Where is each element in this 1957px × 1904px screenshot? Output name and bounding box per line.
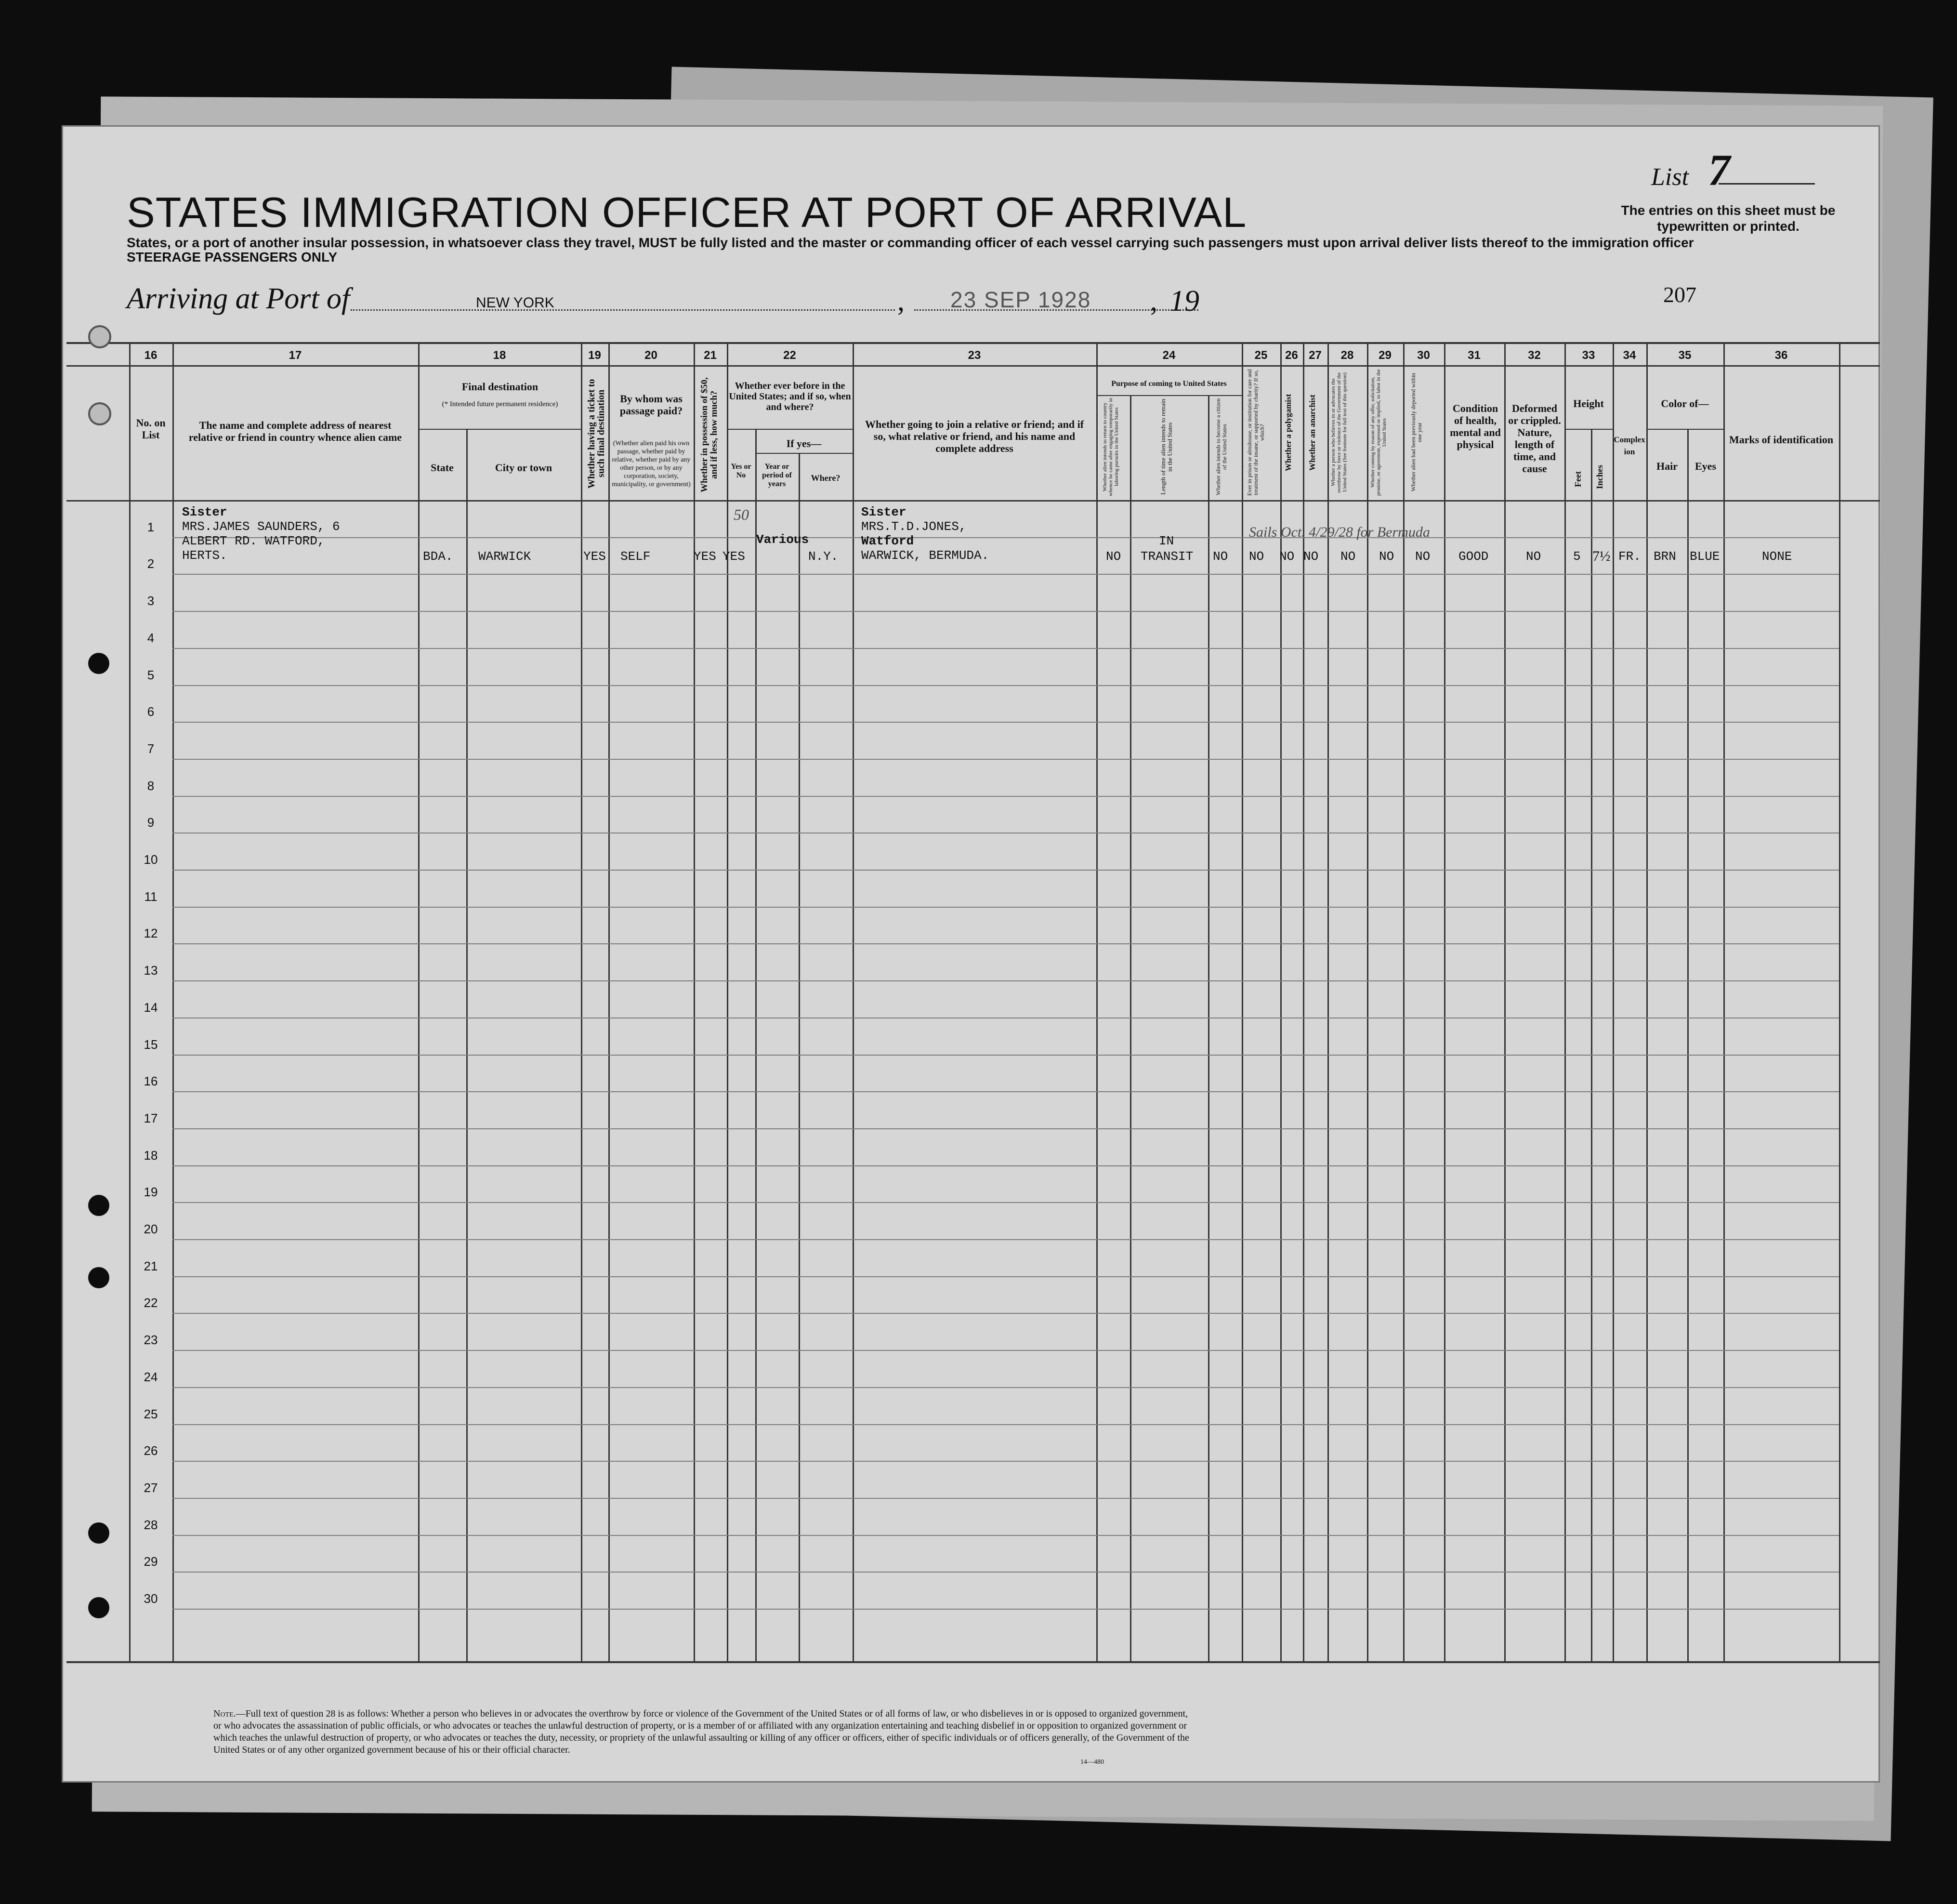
entry-before: YES — [722, 549, 745, 564]
col-line — [1687, 429, 1689, 1662]
col-line — [418, 342, 420, 1662]
manifest-table — [62, 125, 1880, 1783]
row-line — [172, 1387, 1839, 1388]
row-line — [172, 1055, 1839, 1056]
entry-city: WARWICK — [478, 549, 531, 564]
hdr-feet: Feet — [1573, 471, 1583, 488]
hdr-height: Height — [1573, 397, 1604, 410]
col-line — [1613, 342, 1614, 1662]
row-line — [172, 1128, 1839, 1129]
row-number: 16 — [144, 1074, 158, 1089]
col-number: 21 — [704, 349, 717, 362]
row-number: 11 — [144, 889, 158, 904]
entry-where: N.Y. — [808, 549, 839, 564]
relative-line: MRS.JAMES SAUNDERS, 6 — [182, 519, 340, 534]
hdr-anarchist: Whether an anarchist — [1308, 394, 1317, 471]
col-number: 26 — [1285, 349, 1298, 362]
col-line — [1564, 342, 1566, 1662]
col-number: 16 — [144, 349, 158, 362]
row-number: 12 — [144, 926, 158, 941]
punch-hole — [88, 325, 111, 348]
footnote-text: —Full text of question 28 is as follows: Whether a person who believes in or advocates the overthrow by force or violence of the Government of the United States or of all forms of law, or who disbelieves in or is opposed to organized government, or who advocates the assassination of public officials, or who advocates or teaches the unlawful destruction of property, or is a member of or affiliated with any organization entertaining and teaching disbelief in or opposition to organized government or which teaches the unlawful destruction of property, or who advocates or teaches the duty, necessity, or propriety of the unlawful assaulting or killing of any officer or officers, either of specific individuals or of officers generally, of the Government of the United States or of any other organized government because of his or their official character. — [213, 1708, 1189, 1755]
manifest-sheet — [62, 125, 1880, 1783]
entry-complexion: FR. — [1618, 549, 1641, 564]
entry-purpose-b-2: TRANSIT — [1141, 549, 1194, 564]
joining-line: Sister — [861, 505, 906, 519]
header-subrule — [755, 453, 853, 454]
col-line — [1723, 342, 1725, 1662]
col-line — [727, 342, 728, 1662]
hdr-deformed: Deformed or crippled. Nature, length of time, and cause — [1508, 402, 1561, 475]
punch-hole — [88, 1522, 109, 1544]
row-number: 30 — [144, 1591, 158, 1606]
entry-q28: NO — [1340, 549, 1356, 564]
col-number: 31 — [1468, 349, 1481, 362]
row-number: 20 — [144, 1222, 158, 1236]
row-number: 5 — [147, 667, 155, 682]
passenger-class: STEERAGE PASSENGERS ONLY — [127, 250, 338, 264]
entry-q29: NO — [1379, 549, 1394, 564]
header-subrule — [1096, 395, 1242, 396]
row-number: 3 — [147, 594, 155, 608]
col-number: 33 — [1582, 349, 1595, 362]
col-number: 36 — [1774, 349, 1788, 362]
row-number: 2 — [147, 556, 155, 571]
hdr-final-destination: Final destination — [461, 381, 539, 393]
hdr-passage-note: (Whether alien paid his own passage, whether paid by relative, whether paid by any other person, or by any corporation, society, municipality, or government) — [612, 440, 691, 488]
row-number: 4 — [147, 630, 155, 645]
col-number: 24 — [1162, 349, 1176, 362]
row-line — [172, 1609, 1839, 1610]
page-title: STATES IMMIGRATION OFFICER AT PORT OF ARRIVAL — [127, 188, 1247, 236]
list-number-value: 7 — [1708, 145, 1731, 195]
hdr-marks: Marks of identification — [1729, 434, 1834, 446]
form-code: 14—480 — [1080, 1759, 1104, 1766]
entry-state: BDA. — [423, 549, 453, 564]
hdr-yes-or-no: Yes or No — [731, 463, 751, 479]
entry-purpose-b-1: IN — [1159, 534, 1174, 548]
entry-ticket: YES — [583, 549, 606, 564]
row-number: 21 — [144, 1258, 158, 1273]
row-line — [172, 685, 1839, 686]
hdr-color-of: Color of— — [1661, 397, 1709, 410]
relative-line: HERTS. — [182, 548, 227, 563]
col-number: 25 — [1254, 349, 1268, 362]
col-line — [1504, 342, 1506, 1662]
col-line — [1242, 342, 1243, 1662]
hdr-inches: Inches — [1595, 465, 1604, 489]
row-line — [172, 1202, 1839, 1203]
instructions-line: States, or a port of another insular possession, in whatsoever class they travel, MUST be fully listed and the master or commanding officer of each vessel carrying such passengers must upon arrival deliver lists thereof to the immigration officer — [127, 235, 1694, 250]
hdr-final-destination-note: (* Intended future permanent residence) — [442, 400, 558, 408]
row-number: 24 — [144, 1369, 158, 1384]
col-line — [466, 429, 468, 1662]
hdr-if-yes: If yes— — [786, 437, 822, 450]
row-number: 10 — [144, 852, 158, 867]
hdr-hair: Hair — [1656, 460, 1678, 472]
handwritten-sailing-note: Sails Oct. 4/29/28 for Bermuda — [1249, 524, 1430, 540]
relative-line: Sister — [182, 505, 227, 519]
hdr-city: City or town — [495, 462, 552, 474]
row-line — [172, 759, 1839, 760]
row-line — [172, 1424, 1839, 1425]
header-subrule — [1646, 429, 1723, 430]
row-number: 29 — [144, 1554, 158, 1569]
entry-q30: NO — [1415, 549, 1431, 564]
col-number: 23 — [968, 349, 981, 362]
entry-polygamist: NO — [1279, 549, 1295, 564]
typewritten-note: The entries on this sheet must be typewritten or printed. — [1621, 203, 1836, 234]
header-subrule — [1564, 429, 1613, 430]
col-line — [581, 342, 582, 1662]
col-line — [1646, 342, 1648, 1662]
col-line — [1591, 429, 1592, 1662]
row-line — [172, 611, 1839, 612]
row-number: 22 — [144, 1296, 158, 1310]
entry-period: Various — [756, 532, 809, 547]
col-line — [1444, 342, 1445, 1662]
sheet-number: 207 — [1663, 282, 1696, 307]
hdr-complexion: Complexion — [1614, 435, 1645, 456]
hdr-fifty-dollars: Whether in possession of $50, and if less, how much? — [699, 377, 719, 492]
row-number: 14 — [144, 1000, 158, 1015]
punch-hole — [88, 402, 111, 425]
arriving-label: Arriving at Port of — [127, 282, 350, 315]
hdr-joining: Whether going to join a relative or friend; and if so, what relative or friend, and his name and complete address — [865, 418, 1084, 454]
date-stamp: 23 SEP 1928 — [950, 287, 1091, 312]
entry-passage: SELF — [620, 549, 651, 564]
col-number: 35 — [1678, 349, 1692, 362]
hdr-polygamist: Whether a polygamist — [1284, 394, 1293, 471]
entry-fifty: YES — [694, 549, 716, 564]
row-line — [172, 1276, 1839, 1277]
row-line — [172, 1572, 1839, 1573]
row-line — [172, 1165, 1839, 1166]
header-bottom-rule — [66, 500, 1880, 502]
entry-eyes: BLUE — [1690, 549, 1720, 564]
row-number: 28 — [144, 1517, 158, 1532]
row-number: 15 — [144, 1037, 158, 1052]
row-line — [172, 1091, 1839, 1092]
port-name: NEW YORK — [476, 295, 554, 311]
row-line — [172, 537, 1839, 538]
col-number: 29 — [1379, 349, 1392, 362]
hdr-q28: Whether a person who believes in or advocates the overthrow by force or violence of the Government of the United States (See footnote for full text of this question) — [1330, 372, 1348, 493]
hdr-where: Where? — [811, 473, 841, 483]
hdr-condition: Condition of health, mental and physical — [1450, 402, 1501, 450]
row-line — [172, 1313, 1839, 1314]
row-number: 13 — [144, 963, 158, 978]
row-line — [172, 1350, 1839, 1351]
hdr-state: State — [431, 462, 454, 474]
hdr-purpose-c: Whether alien intends to become a citizen of the United States — [1215, 398, 1228, 496]
row-number: 1 — [147, 519, 155, 534]
row-number: 6 — [147, 704, 155, 719]
header-subrule — [727, 429, 853, 430]
row-line — [172, 648, 1839, 649]
list-label: List — [1651, 163, 1689, 191]
entry-prison: NO — [1249, 549, 1264, 564]
col-number: 28 — [1340, 349, 1354, 362]
joining-line: Watford — [861, 534, 914, 548]
punch-hole — [88, 1195, 109, 1216]
col-number: 19 — [588, 349, 601, 362]
punch-hole — [88, 653, 109, 674]
row-line — [172, 870, 1839, 871]
row-line — [172, 980, 1839, 981]
col-line — [608, 342, 610, 1662]
punch-hole — [88, 1597, 109, 1618]
row-line — [172, 907, 1839, 908]
hdr-no-on-list: No. on List — [136, 417, 166, 441]
entry-hair: BRN — [1654, 549, 1676, 564]
col-number: 30 — [1417, 349, 1430, 362]
col-number: 22 — [783, 349, 796, 362]
entry-marks: NONE — [1762, 549, 1792, 564]
hdr-q29: Whether coming by reason of any offer, solicitation, promise, or agreement, expressed or implied, to labor in the United States — [1370, 369, 1387, 496]
hdr-passage-paid: By whom was passage paid? — [619, 393, 683, 417]
year-prefix: 19 — [1169, 285, 1199, 317]
entry-purpose-a: NO — [1106, 549, 1121, 564]
row-line — [172, 943, 1839, 944]
hdr-purpose-a: Whether alien intends to return to country whence he came after engaging temporarily in laboring pursuits in the United States — [1102, 397, 1119, 496]
entry-feet: 5 — [1573, 549, 1581, 564]
entry-anarchist: NO — [1303, 549, 1319, 564]
row-number: 26 — [144, 1443, 158, 1458]
entry-inches: 7½ — [1592, 548, 1611, 564]
col-line — [799, 453, 800, 1662]
hdr-nearest-relative: The name and complete address of nearest relative or friend in country whence alien came — [188, 419, 402, 443]
header-subrule — [418, 429, 581, 430]
joining-line: MRS.T.D.JONES, — [861, 519, 967, 534]
col-line — [755, 429, 757, 1662]
comma-mark: , — [897, 285, 905, 317]
table-top-rule — [66, 342, 1880, 344]
entry-joining — [861, 505, 989, 563]
relative-line: ALBERT RD. WATFORD, — [182, 534, 325, 548]
footnote-label: Note. — [213, 1708, 236, 1719]
row-line — [172, 722, 1839, 723]
col-number: 18 — [493, 349, 506, 362]
col-line — [172, 342, 174, 1662]
footnote — [213, 1708, 1196, 1756]
colnum-rule — [66, 365, 1880, 367]
comma-mark: , — [1150, 285, 1157, 317]
row-number: 9 — [147, 815, 155, 830]
row-line — [172, 1498, 1839, 1499]
entry-relative — [182, 505, 340, 563]
hdr-purpose: Purpose of coming to United States — [1111, 380, 1227, 388]
row-line — [172, 574, 1839, 575]
hdr-ever-before: Whether ever before in the United States; and if so, when and where? — [729, 381, 851, 412]
col-line — [1096, 342, 1098, 1662]
row-line — [172, 1461, 1839, 1462]
row-number: 8 — [147, 778, 155, 793]
hdr-q30: Whether alien had been previously deported within one year — [1410, 373, 1423, 492]
hdr-prison: Ever in prison or almshouse, or institution for care and treatment of the insane, or supported by charity? If so, which? — [1246, 369, 1265, 496]
row-line — [172, 1535, 1839, 1536]
row-line — [172, 1239, 1839, 1240]
hdr-year-period: Year or period of years — [762, 463, 792, 488]
hdr-eyes: Eyes — [1695, 460, 1716, 472]
hdr-purpose-b: Length of time alien intends to remain in the United States — [1159, 398, 1173, 495]
hdr-ticket: Whether having a ticket to such final destination — [586, 379, 606, 489]
row-number: 23 — [144, 1333, 158, 1348]
col-line — [1839, 342, 1840, 1662]
entry-deformed: NO — [1526, 549, 1541, 564]
row-number: 17 — [144, 1111, 158, 1125]
col-line — [853, 342, 854, 1662]
col-line — [694, 342, 695, 1662]
row-number: 18 — [144, 1148, 158, 1163]
col-number: 20 — [644, 349, 657, 362]
row-number: 27 — [144, 1480, 158, 1495]
col-number: 17 — [289, 349, 302, 362]
row-number: 25 — [144, 1406, 158, 1421]
row-line — [172, 796, 1839, 797]
entry-purpose-c: NO — [1213, 549, 1228, 564]
entry-condition: GOOD — [1458, 549, 1489, 564]
row-number: 7 — [147, 741, 155, 756]
row-number: 19 — [144, 1185, 158, 1200]
handwritten-fifty: 50 — [734, 506, 749, 523]
col-number: 32 — [1528, 349, 1541, 362]
table-bottom-rule — [66, 1661, 1880, 1663]
col-line — [1130, 395, 1131, 1662]
col-line — [1208, 395, 1209, 1662]
col-number: 34 — [1623, 349, 1636, 362]
col-number: 27 — [1309, 349, 1322, 362]
joining-line: WARWICK, BERMUDA. — [861, 548, 989, 563]
punch-hole — [88, 1267, 109, 1288]
